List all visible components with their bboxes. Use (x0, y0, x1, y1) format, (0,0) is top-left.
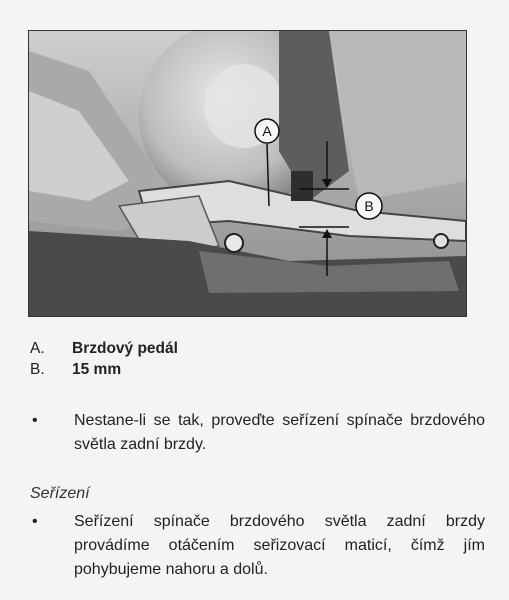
brake-light-switch (291, 171, 313, 201)
legend-item (30, 359, 178, 380)
figure-legend (30, 338, 178, 380)
legend-value: Brzdový pedál (72, 340, 178, 357)
legend-item (30, 338, 178, 359)
instruction-paragraph (30, 409, 485, 457)
bullet-marker: • (32, 513, 38, 530)
rear-bolt (434, 234, 448, 248)
brake-pedal-illustration (29, 31, 466, 316)
section-subheading: Seřízení (30, 485, 90, 502)
paragraph-text: Nestane-li se tak, proveďte seřízení spínače brzdového světla zadní brzdy. (74, 412, 485, 453)
callout-b-label: B (364, 198, 374, 214)
paragraph-text: Seřízení spínače brzdového světla zadní brzdy provádíme otáčením seřizovací maticí, čímž jím pohybujeme nahoru a dolů. (74, 513, 485, 578)
adjustment-paragraph (30, 510, 485, 582)
pivot-bolt (225, 234, 243, 252)
callout-a-label: A (262, 123, 272, 139)
legend-value: 15 mm (72, 361, 122, 378)
bullet-marker: • (32, 412, 38, 429)
legend-key: A. (30, 340, 45, 357)
legend-key: B. (30, 361, 45, 378)
brake-pedal-photo (28, 30, 467, 317)
